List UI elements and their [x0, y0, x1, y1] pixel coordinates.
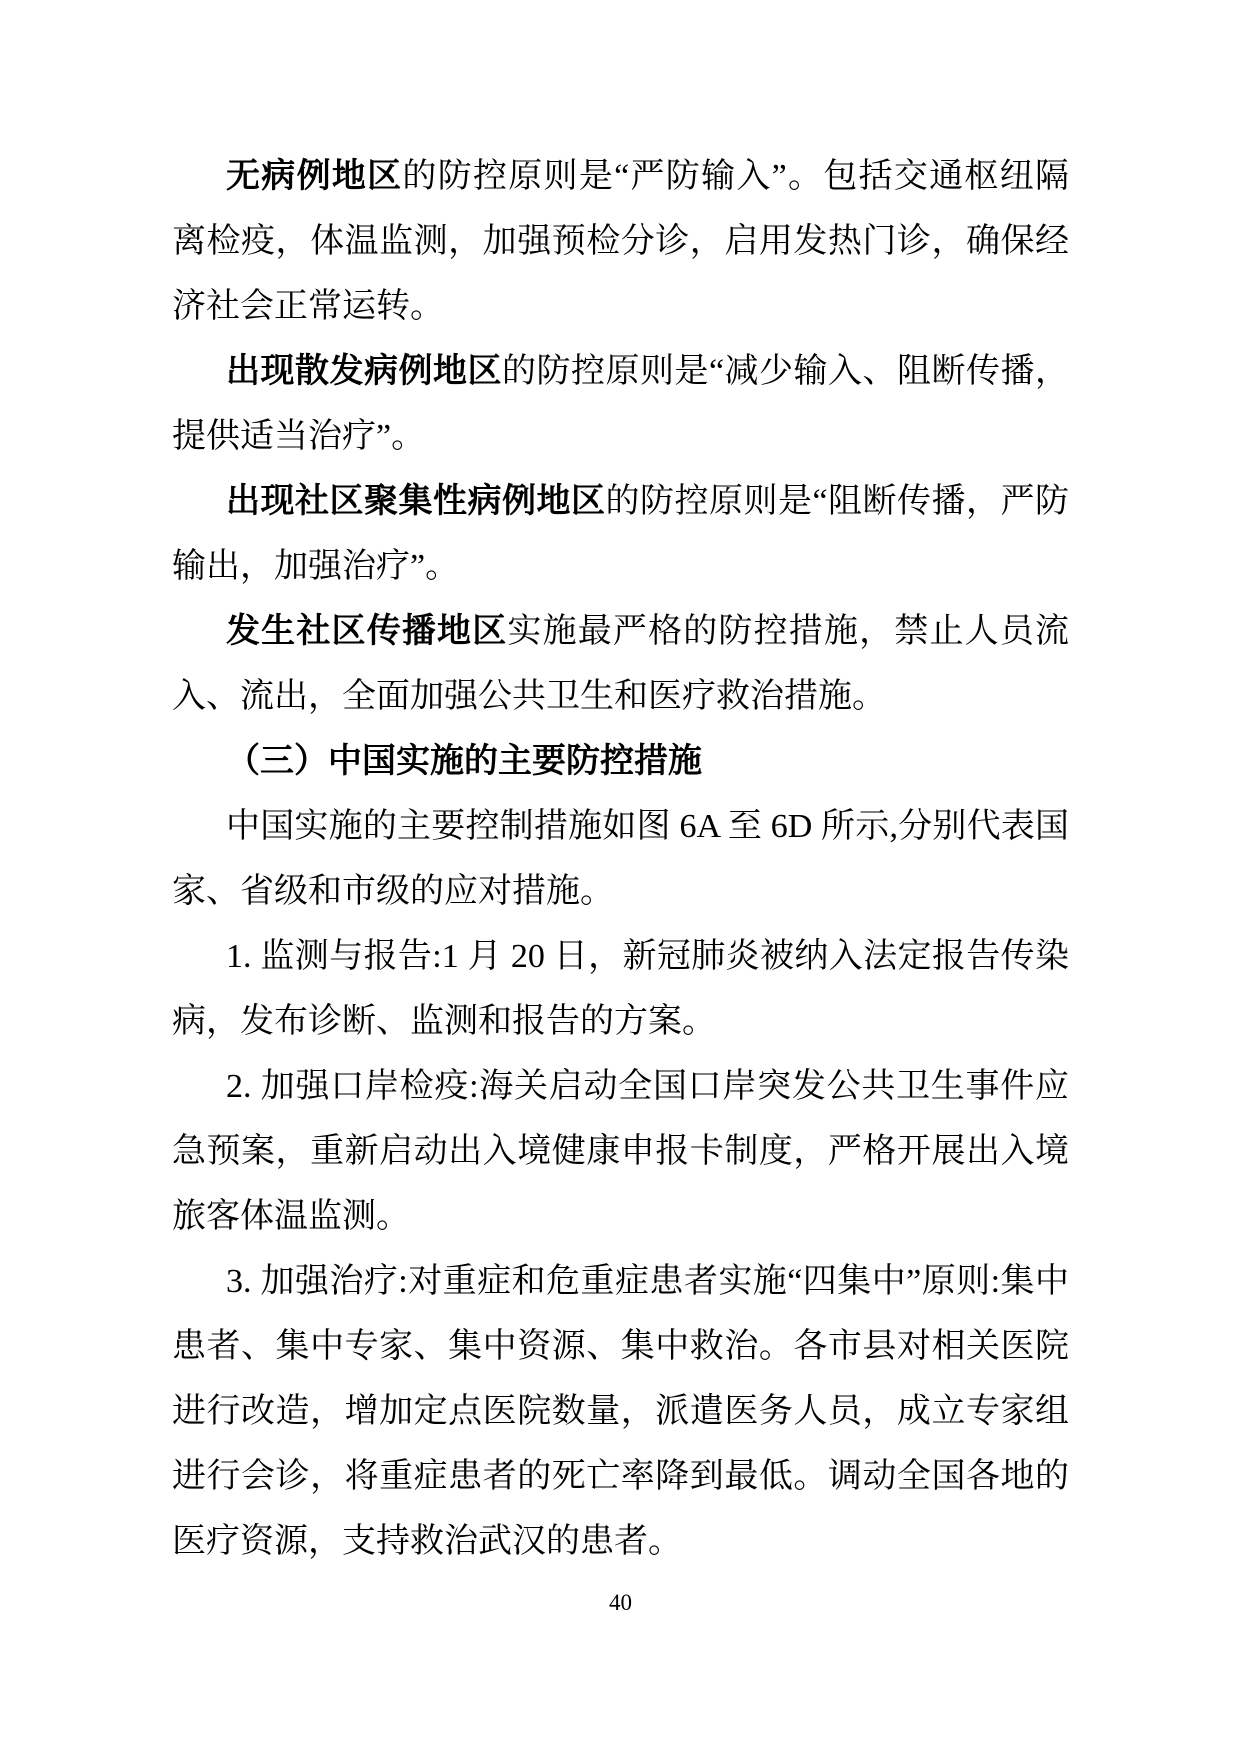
paragraph-no-case-areas [172, 144, 1069, 339]
paragraph-lead-bold: 发生社区传播地区 [226, 613, 508, 650]
section-heading: （三）中国实施的主要防控措施 [226, 743, 702, 780]
paragraph-text: 中国实施的主要控制措施如图 6A 至 6D 所示,分别代表国家、省级和市级的应对措施。 [172, 808, 1069, 910]
paragraph-text: 的防控原则是“减少输入、阻断传播，提供适当治疗”。 [172, 353, 1069, 455]
paragraph-lead-bold: 出现散发病例地区 [226, 353, 502, 390]
paragraph-item-1-monitoring-reporting [172, 924, 1069, 1054]
paragraph-text: 的防控原则是“严防输入”。包括交通枢纽隔离检疫，体温监测，加强预检分诊，启用发热门诊，确保经济社会正常运转。 [172, 158, 1069, 325]
paragraph-text: 的防控原则是“阻断传播，严防输出，加强治疗”。 [172, 483, 1070, 585]
paragraph-text: 2. 加强口岸检疫:海关启动全国口岸突发公共卫生事件应急预案，重新启动出入境健康申报卡制度，严格开展出入境旅客体温监测。 [172, 1068, 1069, 1235]
paragraph-measures-overview [172, 794, 1069, 924]
paragraph-sporadic-case-areas [172, 339, 1069, 469]
paragraph-lead-bold: 出现社区聚集性病例地区 [226, 483, 606, 520]
paragraph-text: 3. 加强治疗:对重症和危重症患者实施“四集中”原则:集中患者、集中专家、集中资源、集中救治。各市县对相关医院进行改造，增加定点医院数量，派遣医务人员，成立专家组进行会诊，将重症患者的死亡率降到最低。调动全国各地的医疗资源，支持救治武汉的患者。 [172, 1263, 1069, 1560]
page-number: 40 [609, 1590, 632, 1615]
paragraph-text: 实施最严格的防控措施，禁止人员流入、流出，全面加强公共卫生和医疗救治措施。 [172, 613, 1069, 715]
page-body [172, 144, 1069, 1574]
paragraph-community-transmission-areas [172, 599, 1069, 729]
paragraph-item-3-strengthen-treatment [172, 1249, 1069, 1574]
paragraph-community-cluster-areas [172, 469, 1069, 599]
paragraph-text: 1. 监测与报告:1 月 20 日，新冠肺炎被纳入法定报告传染病，发布诊断、监测和报告的方案。 [172, 938, 1069, 1040]
paragraph-lead-bold: 无病例地区 [226, 158, 403, 195]
paragraph-item-2-port-quarantine [172, 1054, 1069, 1249]
